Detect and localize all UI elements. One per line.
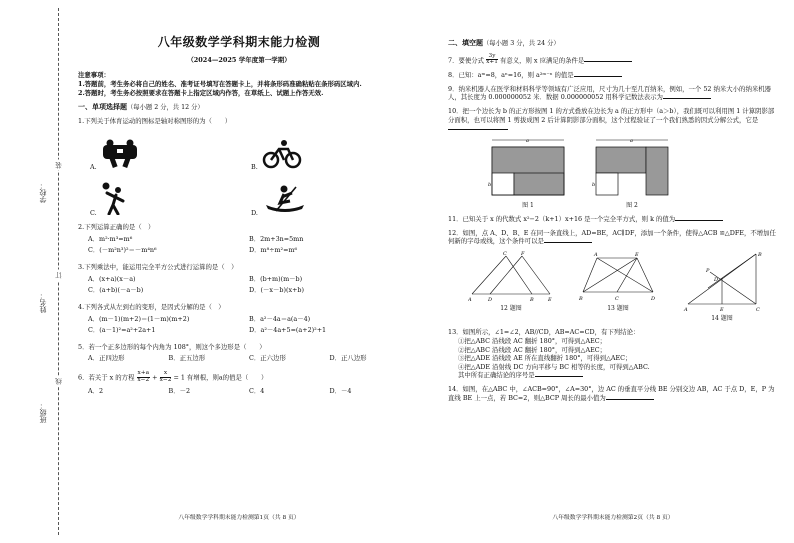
svg-text:D: D	[651, 296, 656, 303]
section-2-heading	[448, 38, 778, 49]
section-1-title: 一、单项选择题	[78, 101, 127, 111]
q3-option-d: D．(－x－b)(x+b)	[249, 286, 305, 295]
question-5-options	[78, 354, 400, 366]
q3-option-c: C．(a+b)(－a－b)	[88, 286, 144, 295]
notice-block	[78, 71, 400, 98]
wrestling-icon	[101, 139, 139, 172]
q5-option-b: B．正五边形	[168, 354, 206, 363]
question-10	[448, 107, 778, 210]
question-1-options	[78, 130, 400, 218]
question-6-options	[78, 387, 400, 399]
figure-14-diagram	[682, 250, 762, 312]
q1-option-b	[239, 130, 400, 172]
q1-option-d	[239, 176, 400, 218]
question-3	[78, 263, 400, 298]
figure-2-diagram	[592, 137, 672, 199]
question-4-options	[78, 315, 400, 338]
figure-1-diagram	[488, 137, 568, 199]
svg-text:b: b	[592, 181, 596, 188]
section-2-note: （每小题 3 分，共 24 分）	[483, 40, 560, 47]
q10-answer-blank[interactable]	[448, 124, 508, 130]
cycling-icon	[262, 139, 302, 172]
q8-answer-blank[interactable]	[574, 71, 622, 77]
q13-statement-1: ①把△ABC 沿线段 AC 翻折 180°，可得到△AEC；	[458, 336, 607, 345]
question-12	[448, 229, 778, 246]
q1-option-d-letter: D.	[251, 209, 258, 218]
question-4-stem: 4.下列各式从左到右的变形，是因式分解的是（ ）	[78, 302, 225, 311]
q13-tail	[448, 371, 778, 380]
q6-fraction-2-numerator: x	[160, 371, 172, 378]
q4-option-b: B．a²－4a＝a(a－4)	[249, 314, 311, 323]
svg-text:C: C	[503, 251, 507, 258]
svg-text:A: A	[468, 297, 472, 303]
question-2-stem: 2.下列运算正确的是（ ）	[78, 223, 155, 232]
figure-1-caption: 图 1	[522, 202, 534, 210]
q4-option-a: A．(m－1)(m+2)＝(1－m)(m+2)	[88, 314, 190, 323]
q6-fraction-1-numerator: x+a	[137, 370, 150, 377]
exam-subtitle: （2024—2025 学年度第一学期）	[187, 56, 291, 65]
q8-stem: 8．已知：aᵐ=8，aⁿ=16，则 a²ᵐ⁻ⁿ 的值是	[448, 71, 574, 80]
question-8	[448, 71, 778, 80]
question-5	[78, 343, 400, 366]
question-4	[78, 303, 400, 338]
q12-stem: 12．如图，点 A、D、B、E 在同一条直线上，AD=BE，AC∥DF，添加一个条件，使得△ACB ≌△DFE，不增加任何新的字母或线，这个条件可以是	[448, 228, 776, 246]
svg-text:D: D	[714, 277, 719, 284]
question-9	[448, 85, 778, 102]
figure-14-caption: 14 题图	[711, 315, 733, 323]
q6-option-b: B．－2	[168, 386, 191, 395]
svg-text:B: B	[530, 297, 534, 303]
q1-option-a-letter: A.	[90, 163, 97, 172]
question-7	[448, 54, 778, 67]
q6-option-a: A．2	[88, 386, 104, 395]
question-1-stem: 1.下列关于体育运动的图标是轴对称图形的为（ ）	[78, 117, 232, 126]
right-page-footer: 八年级数学学科期末能力检测第2页（共 8 页）	[552, 515, 674, 522]
q2-option-b: B．2m+3n=5mn	[249, 234, 304, 243]
class-label: 班级：	[39, 402, 47, 423]
figure-12	[468, 250, 554, 323]
rowing-icon	[262, 185, 308, 218]
binding-margin	[0, 0, 70, 543]
q13-tail-text: 其中所有正确结论的序号是	[458, 371, 535, 380]
q7-fraction-denominator: x+1	[486, 59, 498, 66]
svg-text:E: E	[720, 307, 724, 313]
notice-heading: 注意事项：	[78, 70, 110, 79]
question-6	[78, 371, 400, 398]
figure-14	[682, 250, 762, 323]
q2-option-d: D．m⁸÷m²=m⁶	[249, 246, 298, 255]
figure-12-diagram	[468, 250, 554, 302]
q12-answer-blank[interactable]	[544, 237, 592, 243]
figure-13-caption: 13 题图	[607, 305, 629, 313]
q6-fraction-1	[137, 371, 151, 384]
svg-text:B: B	[758, 252, 762, 259]
q4-option-c: C．(a－1)²=a²+2a+1	[88, 326, 156, 335]
cut-word-3: 线	[55, 378, 63, 385]
q3-option-a: A．(x+a)(x－a)	[88, 274, 136, 283]
question-1	[78, 117, 400, 218]
figure-13-diagram	[577, 250, 659, 302]
svg-text:A: A	[594, 252, 598, 259]
q7-answer-blank[interactable]	[584, 56, 632, 62]
q5-option-c: C．正六边形	[249, 354, 286, 363]
figure-2-caption: 图 2	[626, 202, 638, 210]
q7-fraction-numerator: 3y	[486, 54, 498, 61]
q11-answer-blank[interactable]	[675, 215, 723, 221]
svg-text:A: A	[684, 307, 688, 313]
question-14	[448, 385, 778, 402]
q14-answer-blank[interactable]	[606, 394, 654, 400]
q2-option-c: C．(－m²n³)²＝－m⁴n⁶	[88, 246, 157, 255]
notice-item-1: 1.答题前，考生务必将自己的姓名、准考证号填写在答题卡上，并将条形码准确粘贴在条形码区域内.	[78, 80, 362, 89]
svg-text:C: C	[615, 296, 619, 303]
q6-option-c: C．4	[249, 386, 265, 395]
volleyball-icon	[101, 181, 131, 218]
q7-fraction	[486, 54, 498, 67]
q5-option-a: A．正四边形	[88, 354, 125, 363]
q10-figures	[448, 137, 778, 210]
question-3-options	[78, 275, 400, 298]
svg-text:C: C	[756, 307, 760, 313]
name-label: 姓名：	[39, 292, 47, 313]
svg-text:E: E	[635, 252, 639, 259]
svg-text:F: F	[521, 251, 525, 258]
question-2-options	[78, 235, 400, 258]
cut-word-1: 装	[55, 162, 63, 169]
cut-word-2: 订	[55, 272, 63, 279]
section-2-title: 二、填空题	[448, 38, 483, 47]
q13-statement-3: ③把△ADE 沿线段 AE 所在直线翻折 180°，可得到△AEC；	[458, 354, 632, 363]
svg-text:P: P	[706, 268, 710, 275]
svg-text:a: a	[526, 137, 529, 144]
q7-stem-pre: 7．要使分式	[448, 55, 485, 64]
figure-13	[577, 250, 659, 323]
q6-stem-post: = 1 有增根，则a的值是（ ）	[173, 373, 268, 382]
svg-text:b: b	[488, 181, 492, 188]
question-3-stem: 3.下列乘法中，能运用完全平方公式进行运算的是（ ）	[78, 262, 238, 271]
svg-text:D: D	[488, 297, 493, 303]
svg-text:a: a	[630, 137, 633, 144]
q9-stem: 9．纳米机器人在医学和材料科学等领域有广泛应用，尺寸为几十至几百纳米，例如，一个 52 纳米大小的纳米机器人，其长度为 0.000000052 米．数据 0.000000052 用科学记数法表示为	[448, 84, 772, 102]
q14-stem: 14．如图，在△ABC 中，∠ACB=90°，∠A=30°，边 AC 的垂直平分线 BE 分别交边 AB，AC 于点 D，E，P 为直线 BE 上一点，若 BC=2，则△BCP 周长的最小值为	[448, 385, 775, 402]
q13-statement-4: ④把△ADE 沿射线 DC 方向平移与 BC 相等的长度，可得到△ABC.	[458, 362, 650, 371]
question-2	[78, 223, 400, 258]
q1-option-b-letter: B.	[251, 163, 258, 172]
figure-2	[592, 137, 672, 210]
q6-plus: +	[152, 373, 158, 382]
q6-fraction-2	[160, 371, 172, 384]
question-6-stem	[78, 371, 400, 384]
svg-text:E: E	[548, 297, 552, 303]
svg-text:B: B	[579, 296, 583, 303]
left-page	[78, 0, 400, 543]
q3-option-b: B．(b+m)(m－b)	[249, 274, 303, 283]
right-page	[448, 0, 778, 543]
q4-option-d: D．a²－4a+5=(a+2)²+1	[249, 326, 327, 335]
figure-12-caption: 12 题图	[500, 305, 522, 313]
q1-option-a	[78, 130, 239, 172]
notice-item-2: 2.答题时，考生务必按照要求在答题卡上指定区域内作答，在草纸上、试题上作答无效.	[78, 89, 324, 98]
question-5-stem: 5．若一个正多边形的每个内角为 108°，则这个多边形是（ ）	[78, 342, 266, 351]
q2-option-a: A．m²·m³=m⁶	[88, 234, 133, 243]
section-1-note: （每小题 2 分，共 12 分）	[127, 103, 204, 111]
q6-option-d: D．－4	[329, 386, 352, 395]
q6-fraction-2-denominator: x−2	[159, 376, 172, 383]
question-11	[448, 215, 778, 224]
q13-stem: 13．如图所示，∠1=∠2，AB//CD，AB=AC=CD，有下列结论：	[448, 328, 640, 337]
q9-answer-blank[interactable]	[663, 93, 711, 99]
geometry-figures-row	[448, 250, 778, 323]
exam-title: 八年级数学学科期末能力检测	[157, 35, 321, 49]
q1-option-c	[78, 176, 239, 218]
figure-1	[488, 137, 568, 210]
q10-stem: 10．把一个边长为 b 的正方形按图 1 的方式叠放在边长为 a 的正方形中（a＞b），我们既可以利用图 1 计算阴影部分面积，也可以将图 1 剪拔成图 2 后计算阴影部分面积，这个过程验证了一个我们熟悉的因式分解公式，它是	[448, 107, 775, 124]
q13-answer-blank[interactable]	[535, 371, 583, 377]
q7-stem-post: 有意义，则 x 应满足的条件是	[499, 55, 585, 64]
q1-option-c-letter: C.	[90, 209, 97, 218]
q11-stem: 11．已知关于 x 的代数式 x²−2（k+1）x+16 是一个完全平方式，则 k 的值为	[448, 215, 676, 224]
left-page-footer: 八年级数学学科期末能力检测第1页（共 8 页）	[178, 515, 300, 522]
question-13	[448, 328, 778, 380]
q13-statement-2: ②把△ABC 沿线段 AC 翻折 180°，可得到△AEC；	[458, 345, 607, 354]
q6-stem-pre: 6．若关于 x 的方程	[78, 373, 135, 382]
school-label: 学校：	[39, 182, 47, 203]
q5-option-d: D．正八边形	[329, 354, 367, 363]
q6-fraction-1-denominator: x−2	[137, 376, 150, 383]
section-1-heading	[78, 102, 400, 113]
